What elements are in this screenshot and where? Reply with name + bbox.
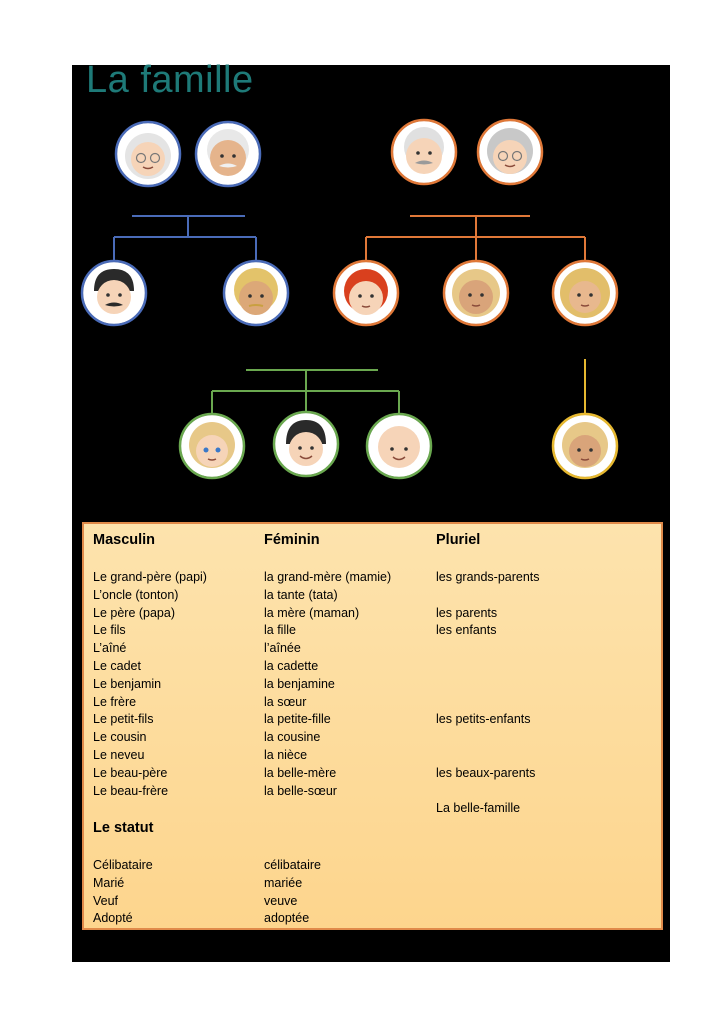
- vocab-cell-f: la mère (maman): [264, 605, 360, 620]
- extra-plural: La belle-famille: [436, 801, 521, 815]
- vocab-cell-f: la grand-mère (mamie): [264, 570, 392, 584]
- vocab-cell-m: L’aîné: [93, 641, 127, 656]
- man-mustache-icon: [82, 261, 146, 325]
- girl-blonde-icon: [180, 414, 244, 478]
- vocab-cell-m: Le cadet: [93, 659, 141, 673]
- green-connectors: [212, 370, 399, 413]
- baby-icon: [367, 414, 431, 478]
- woman-redhead-icon: [334, 261, 398, 325]
- vocab-cell-m: Le fils: [93, 623, 126, 638]
- statut-cell-m: Veuf: [93, 893, 119, 908]
- blue-connectors: [114, 216, 256, 261]
- statut-header: Le statut: [93, 820, 154, 836]
- page-title: La famille: [86, 59, 254, 101]
- vocab-cell-f: la fille: [264, 623, 296, 638]
- woman-blonde-curly-icon: [553, 261, 617, 325]
- vocab-cell-m: Le benjamin: [93, 676, 162, 691]
- grandfather-mustache-icon-right: [392, 120, 456, 184]
- vocab-cell-f: la cousine: [264, 730, 321, 745]
- vocab-cell-f: la sœur: [264, 694, 307, 709]
- grandmother-glasses-icon: [116, 122, 180, 186]
- statut-cell-m: Marié: [93, 875, 125, 890]
- vocab-cell-f: la petite-fille: [264, 712, 331, 727]
- grandfather-mustache-icon: [196, 122, 260, 186]
- vocab-cell-f: la tante (tata): [264, 587, 338, 602]
- statut-cell-m: Célibataire: [93, 858, 153, 872]
- vocab-cell-p: les enfants: [436, 623, 497, 638]
- grandmother-glasses-icon-right: [478, 120, 542, 184]
- vocab-cell-m: Le grand-père (papi): [93, 570, 207, 584]
- statut-cell-f: mariée: [264, 875, 303, 890]
- header-feminin: Féminin: [264, 532, 320, 548]
- vocabulary-panel: [82, 522, 663, 930]
- statut-cell-f: veuve: [264, 893, 298, 908]
- orange-connectors: [366, 216, 585, 261]
- vocab-cell-p: les grands-parents: [436, 570, 540, 584]
- vocab-cell-m: Le petit-fils: [93, 712, 154, 727]
- vocab-cell-f: la belle-mère: [264, 765, 337, 780]
- vocab-cell-f: la nièce: [264, 748, 308, 762]
- vocab-cell-f: l’aînée: [264, 641, 301, 656]
- vocab-cell-m: Le père (papa): [93, 605, 176, 620]
- vocab-cell-m: Le neveu: [93, 748, 145, 762]
- statut-cell-f: adoptée: [264, 911, 310, 926]
- woman-blonde-icon: [444, 261, 508, 325]
- vocab-cell-m: Le cousin: [93, 730, 147, 745]
- vocab-cell-p: les beaux-parents: [436, 765, 536, 780]
- family-tree: [72, 65, 670, 535]
- vocab-cell-m: Le frère: [93, 694, 137, 709]
- vocab-cell-f: la belle-sœur: [264, 783, 337, 798]
- vocab-cell-f: la benjamine: [264, 676, 335, 691]
- statut-cell-m: Adopté: [93, 911, 133, 926]
- boy-dark-hair-icon: [274, 412, 338, 476]
- girl-blonde-icon-right: [553, 414, 617, 478]
- vocab-cell-m: Le beau-père: [93, 765, 168, 780]
- vocab-cell-p: les parents: [436, 605, 498, 620]
- vocab-cell-f: la cadette: [264, 659, 319, 673]
- header-masculin: Masculin: [93, 532, 156, 548]
- vocab-cell-m: Le beau-frère: [93, 783, 169, 798]
- header-pluriel: Pluriel: [436, 532, 481, 548]
- statut-cell-f: célibataire: [264, 858, 321, 872]
- vocab-cell-m: L’oncle (tonton): [93, 587, 179, 602]
- man-blond-curly-icon: [224, 261, 288, 325]
- vocab-cell-p: les petits-enfants: [436, 712, 531, 727]
